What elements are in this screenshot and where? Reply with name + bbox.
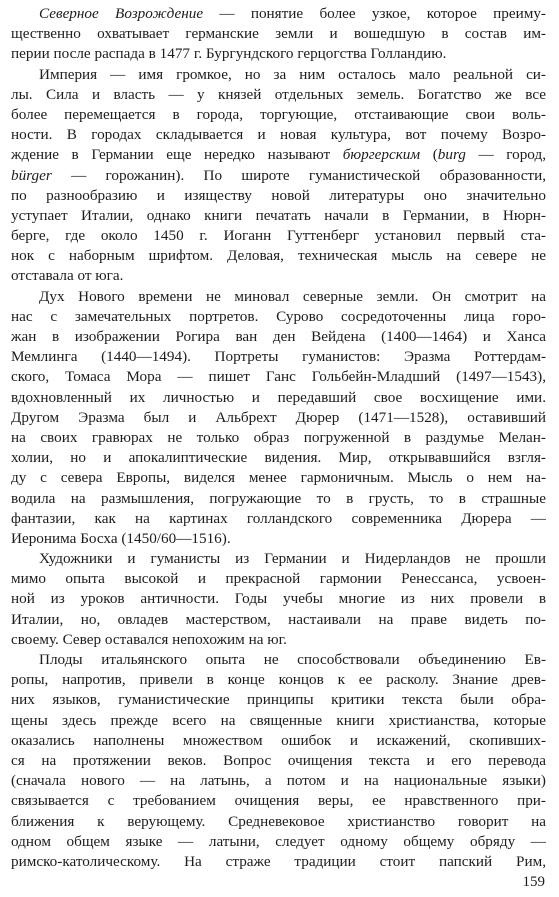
text-line (11, 24, 546, 44)
text-run: щественно охватывает германские земли и вошедшую в состав им- (11, 25, 546, 43)
text-line (11, 388, 546, 408)
text-run: Империя — имя громкое, но за ним осталось мало реальной си- (39, 65, 546, 83)
text-line (11, 529, 546, 549)
text-line (11, 65, 546, 85)
paragraph (11, 4, 546, 65)
text-line (11, 468, 546, 488)
text-run: ся на протяжении веков. Вопрос очищения текста и его перевода (11, 751, 546, 769)
text-run: ропы, напротив, привели в конце концов к ее расколу. Знание древ- (11, 671, 546, 689)
text-run: щены здесь прежде всего на священные книги христианства, которые (11, 711, 546, 729)
paragraph (11, 549, 546, 650)
italic-term: бюргерским (342, 146, 421, 164)
text-line (11, 145, 546, 165)
text-run: ского, Томаса Мора — пишет Ганс Гольбейн-Младший (1497—1543), (11, 368, 546, 386)
text-line (11, 711, 546, 731)
text-run: Дух Нового времени не миновал северные земли. Он смотрит на (39, 287, 546, 305)
text-run: нас с замечательных портретов. Сурово сосредоточенны лица горо- (11, 307, 546, 325)
text-line (11, 105, 546, 125)
text-line (11, 428, 546, 448)
text-line (11, 489, 546, 509)
text-line (11, 852, 546, 872)
text-run: водила на размышления, погружающие то в грусть, то в страшные (11, 489, 546, 507)
text-run: Мемлинга (1440—1494). Портреты гуманистов: Эразма Роттердам- (11, 348, 546, 366)
text-run: берге, где около 1450 г. Иоганн Гуттенберг установил первый ста- (11, 227, 546, 245)
text-run: ности. В городах складывается и новая культура, вот почему Возро- (11, 126, 546, 144)
text-line (11, 569, 546, 589)
text-run: ду с севера Европы, виделся менее гармоничным. Мысль о нем на- (11, 469, 546, 487)
text-run: ближения к верующему. Средневековое христианство говорит на (11, 812, 546, 830)
text-line (11, 166, 546, 186)
text-run: уступает Италии, однако книги печатать начали в Германии, в Нюрн- (11, 206, 546, 224)
text-line (11, 287, 546, 307)
text-line (11, 125, 546, 145)
text-run: лы. Сила и власть — у князей отдельных земель. Богатство же все (11, 85, 546, 103)
text-line (11, 690, 546, 710)
text-line (11, 509, 546, 529)
text-run: мимо опыта высокой и прекрасной гармонии Ренессанса, усвоен- (11, 570, 546, 588)
text-run: одном общем языке — латыни, следует одному общему обряду — (11, 832, 546, 850)
text-line (11, 610, 546, 630)
italic-term: bürger (11, 166, 52, 184)
text-run: (сначала нового — на латынь, а потом и на национальные языки) (11, 772, 546, 790)
text-run: Плоды итальянского опыта не способствовали объединению Ев- (39, 651, 546, 668)
text-line (11, 731, 546, 751)
text-run: фантазии, как на картинах голландского современника Дюрера — (11, 509, 546, 527)
book-page (11, 4, 546, 889)
text-line (11, 307, 546, 327)
text-line (11, 85, 546, 105)
text-run: отставала от юга. (11, 267, 124, 285)
text-line (11, 650, 546, 670)
italic-term: Северное Возрождение (39, 5, 204, 22)
text-line (11, 246, 546, 266)
text-line (11, 226, 546, 246)
italic-term: burg (437, 146, 466, 164)
paragraph (11, 650, 546, 872)
text-run: римско-католическому. На страже традиции стоит папский Рим, (11, 852, 546, 870)
text-run: нок с наборным шрифтом. Деловая, техническая мысль на севере не (11, 247, 546, 265)
text-run: ( (420, 146, 438, 164)
text-run: перии после распада в 1477 г. Бургундского герцогства Голландию. (11, 45, 447, 63)
text-line (11, 791, 546, 811)
text-line (11, 186, 546, 206)
text-line (11, 812, 546, 832)
text-run: оказались наполнены множеством ошибок и искажений, скопивших- (11, 731, 546, 749)
text-run: связывается с требованием очищения веры, ее нравственного при- (11, 792, 546, 810)
text-run: более перемещается в города, торгующие, отстаивающие свои воль- (11, 105, 546, 123)
text-line (11, 367, 546, 387)
text-line (11, 448, 546, 468)
text-run: Художники и гуманисты из Германии и Нидерландов не прошли (39, 550, 546, 568)
text-line (11, 44, 546, 64)
text-line (11, 751, 546, 771)
text-run: них языков, гуманистические принципы критики текста были обра- (11, 691, 546, 709)
text-line (11, 549, 546, 569)
paragraph (11, 287, 546, 549)
paragraph (11, 65, 546, 287)
text-run: ждение в Германии еще нередко называют (11, 146, 343, 164)
text-run: жан в изображении Рогира ван ден Вейдена (1400—1464) и Ханса (11, 328, 546, 345)
text-line (11, 589, 546, 609)
text-run: ной из уроков античности. Годы учебы многие из них провели в (11, 590, 546, 608)
text-line (11, 347, 546, 367)
text-run: — понятие более узкое, которое преиму- (203, 5, 546, 22)
text-run: Италии, но, овладев мастерством, настаивали на праве видеть по- (11, 610, 546, 628)
text-line (11, 4, 546, 24)
text-run: — горожанин). По широте гуманистической образованности, (51, 166, 546, 184)
text-line (11, 670, 546, 690)
text-line (11, 266, 546, 286)
text-run: вдохновленный их личностью и передавший свое восхищение ими. (11, 388, 546, 406)
text-run: Другом Эразма был и Альбрехт Дюрер (1471—1528), оставивший (11, 408, 546, 426)
text-line (11, 408, 546, 428)
text-run: Иеронима Босха (1450/60—1516). (11, 529, 231, 547)
text-line (11, 206, 546, 226)
text-run: своему. Север оставался непохожим на юг. (11, 630, 287, 648)
text-run: — город, (465, 146, 546, 164)
text-line (11, 630, 546, 650)
text-line (11, 327, 546, 347)
text-run: по разнообразию и изяществу новой литературы оно значительно (11, 186, 546, 204)
page-number: 159 (522, 874, 545, 890)
text-run: на своих гравюрах не только образ погруженной в раздумье Мелан- (11, 428, 546, 446)
text-run: холии, но и апокалиптические видения. Мир, открывавшийся взгля- (11, 449, 546, 467)
text-line (11, 771, 546, 791)
text-line (11, 832, 546, 852)
